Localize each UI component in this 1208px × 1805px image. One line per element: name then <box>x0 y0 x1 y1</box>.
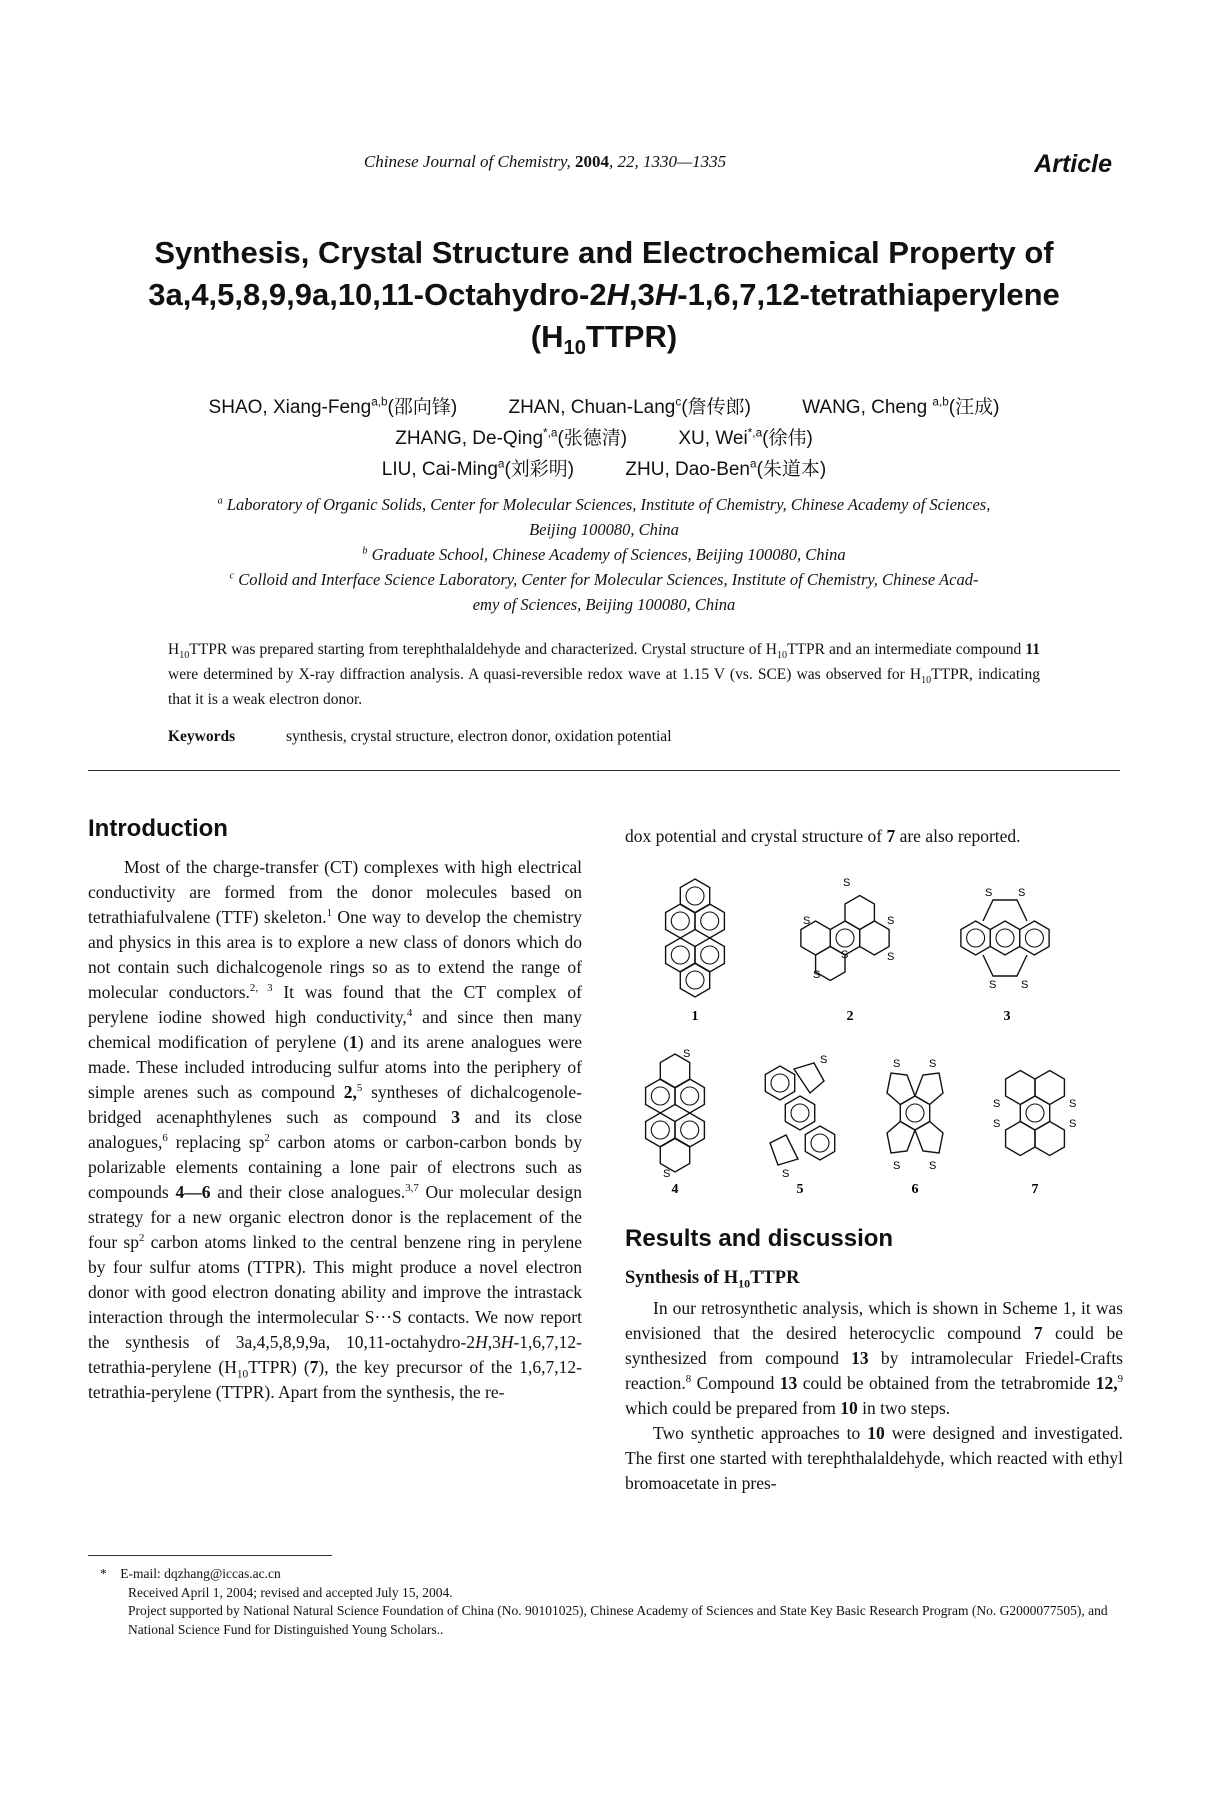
author-affil-mark: a <box>750 457 757 471</box>
abstract-text: TTPR, indicating that it is a weak electron donor. <box>168 666 1040 708</box>
sulfur-atom-label: S <box>887 951 895 963</box>
keywords <box>168 728 1040 746</box>
author <box>508 397 750 418</box>
sulfur-atom-label: S <box>803 915 811 927</box>
compound-ref: 10 <box>840 1398 858 1418</box>
sulfur-atom-label: S <box>1021 979 1029 991</box>
compound-6-structure <box>887 1058 943 1172</box>
results-paragraph-1 <box>625 1296 1123 1421</box>
title-part: 3a,4,5,8,9,9a,10,11-Octahydro-2 <box>148 277 607 312</box>
italic-text: H <box>475 1332 488 1352</box>
body-text: were designed and investigated. The first one started with terephthalaldehyde, which reacted with ethyl bromoacetate in pres- <box>625 1423 1123 1493</box>
author-name: ZHANG, De-Qing <box>395 428 544 449</box>
footnote-received: Received April 1, 2004; revised and accepted July 15, 2004. <box>128 1584 453 1600</box>
intro-text: and its close analogues, <box>88 1107 582 1152</box>
affiliation-a <box>150 492 1058 517</box>
sulfur-atom-label: S <box>813 969 821 981</box>
sulfur-atom-label: S <box>1069 1118 1077 1130</box>
author-chinese-name: (詹传郎) <box>681 397 751 418</box>
keywords-label: Keywords <box>168 728 236 745</box>
body-text: Two synthetic approaches to <box>653 1423 868 1443</box>
title-part: ,3 <box>629 277 655 312</box>
keywords-text: synthesis, crystal structure, electron donor, oxidation potential <box>286 728 672 745</box>
subheading-text: Synthesis of H <box>625 1268 739 1288</box>
sulfur-atom-label: S <box>782 1168 790 1180</box>
affiliation-mark: c <box>229 570 235 582</box>
sulfur-atom-label: S <box>929 1058 937 1070</box>
body-text: in two steps. <box>857 1398 951 1418</box>
author-name: ZHU, Dao-Ben <box>625 459 751 480</box>
body-text: which could be prepared from <box>625 1398 841 1418</box>
sulfur-atom-label: S <box>1069 1098 1077 1110</box>
compound-4-structure <box>646 1048 705 1180</box>
citation-ref: 4 <box>406 1007 413 1020</box>
sulfur-atom-label: S <box>929 1160 937 1172</box>
journal-volume-pages: , 22, 1330—1335 <box>608 152 727 171</box>
compound-label: 1 <box>691 1009 699 1024</box>
author-list <box>90 392 1118 485</box>
compound-label: 4 <box>671 1182 679 1197</box>
compound-ref: 1 <box>349 1032 358 1052</box>
intro-text: Our molecular design strategy for a new organic electron donor is the replacement of the four sp <box>88 1182 582 1252</box>
abstract-bold: 11 <box>1025 641 1040 658</box>
section-divider <box>88 770 1120 771</box>
footnote-email-text: E-mail: dqzhang@iccas.ac.cn <box>120 1566 281 1581</box>
compound-ref: 7 <box>886 826 896 846</box>
author-chinese-name: (汪成) <box>948 397 1000 418</box>
compound-ref: 13 <box>779 1373 798 1393</box>
citation-ref: 6 <box>162 1132 168 1145</box>
results-heading: Results and discussion <box>625 1225 894 1252</box>
sulfur-atom-label: S <box>841 949 849 961</box>
body-text: Compound <box>691 1373 780 1393</box>
introduction-text <box>88 855 582 1405</box>
citation-ref: 5 <box>356 1082 363 1095</box>
footnote-project: Project supported by National Natural Science Foundation of China (No. 90101025), Chinese Academy of Sciences and State Key Basic Research Program (No. G2000077505), and National Science Fund for Distinguished Young Scholars.. <box>128 1603 1108 1637</box>
journal-year: 2004 <box>574 152 609 171</box>
body-text: dox potential and crystal structure of <box>625 826 887 846</box>
sulfur-atom-label: S <box>663 1168 671 1180</box>
author-affil-mark: *,a <box>747 426 763 440</box>
sulfur-atom-label: S <box>993 1118 1001 1130</box>
structures-svg <box>625 868 1123 1198</box>
compound-label: 3 <box>1003 1009 1011 1024</box>
author-chinese-name: (邵向锋) <box>387 397 458 418</box>
title-line-3 <box>90 316 1118 358</box>
footnote-divider <box>88 1555 332 1556</box>
abstract-subscript: 10 <box>921 675 932 687</box>
compound-ref: 7 <box>309 1357 319 1377</box>
affiliation-a-cont: Beijing 100080, China <box>529 520 679 539</box>
author-line-2 <box>90 423 1118 454</box>
footnote-email <box>100 1565 1120 1584</box>
intro-text: syntheses of dichalcogenole-bridged acenaphthylenes such as compound <box>88 1082 583 1127</box>
author <box>802 397 999 418</box>
intro-text: -1,6,7,12-tetrathia-perylene (H <box>88 1332 582 1377</box>
author <box>678 428 812 449</box>
compound-1-structure <box>666 879 725 997</box>
abstract-text: H <box>168 641 180 658</box>
compound-ref: 13 <box>851 1348 869 1368</box>
superscript: 2 <box>264 1132 270 1145</box>
sulfur-atom-label: S <box>887 915 895 927</box>
affiliation-text: Colloid and Interface Science Laboratory, Center for Molecular Sciences, Institute of Chemistry, Chinese Acad- <box>238 570 979 589</box>
subscript: 10 <box>236 1368 249 1381</box>
body-text: are also reported. <box>895 826 1021 846</box>
title-italic: H <box>606 277 629 312</box>
author <box>395 428 627 449</box>
section-label: Article <box>1034 150 1112 178</box>
results-text <box>625 1296 1123 1496</box>
compound-label: 6 <box>911 1182 919 1197</box>
affiliation-mark: b <box>362 545 368 557</box>
author-name: SHAO, Xiang-Feng <box>208 397 372 418</box>
compound-ref: 4—6 <box>175 1182 211 1202</box>
right-column-first-line <box>625 824 1123 849</box>
author-line-1 <box>90 392 1118 423</box>
compound-ref: 3 <box>451 1107 461 1127</box>
sulfur-atom-label: S <box>993 1098 1001 1110</box>
author-affil-mark: c <box>675 395 682 409</box>
body-text: could be obtained from the tetrabromide <box>797 1373 1096 1393</box>
compound-3-structure <box>961 887 1049 991</box>
author-name: LIU, Cai-Ming <box>381 459 498 480</box>
sulfur-atom-label: S <box>820 1054 828 1066</box>
body-text: In our retrosynthetic analysis, which is shown in Scheme 1, it was envisioned that the desired heterocyclic compound <box>625 1298 1123 1343</box>
italic-text: H <box>500 1332 514 1352</box>
citation-ref: 2, 3 <box>249 982 273 995</box>
abstract-subscript: 10 <box>179 650 190 662</box>
intro-text: TTPR) ( <box>248 1357 310 1377</box>
subheading-text: TTPR <box>750 1268 800 1288</box>
affiliation-text: Graduate School, Chinese Academy of Sciences, Beijing 100080, China <box>371 545 846 564</box>
affiliation-b <box>150 542 1058 567</box>
intro-text: It was found that the CT complex of perylene iodine showed high conductivity, <box>88 982 582 1027</box>
author-affil-mark: a,b <box>932 395 949 409</box>
sulfur-atom-label: S <box>989 979 997 991</box>
compound-label: 7 <box>1031 1182 1039 1197</box>
intro-text: and their close analogues. <box>210 1182 406 1202</box>
author-chinese-name: (张德清) <box>557 428 628 449</box>
intro-text: carbon atoms or carbon-carbon bonds by polarizable elements containing a lone pair of electrons such as compounds <box>88 1132 582 1202</box>
abstract-text: TTPR was prepared starting from terephthalaldehyde and characterized. Crystal structure of H <box>189 641 777 658</box>
footnotes <box>100 1565 1120 1639</box>
author-affil-mark: a <box>497 457 505 471</box>
affiliation-c-cont: emy of Sciences, Beijing 100080, China <box>472 595 736 614</box>
compound-ref: 10 <box>867 1423 885 1443</box>
intro-text: replacing sp <box>167 1132 265 1152</box>
affiliation-mark: a <box>217 495 223 507</box>
intro-text: ) and its arene analogues were made. These included introducing sulfur atoms into the periphery of simple arenes such as compound <box>88 1032 583 1102</box>
body-text: could be synthesized from compound <box>625 1323 1123 1368</box>
paper-title <box>90 232 1118 358</box>
abstract-text: were determined by X-ray diffraction analysis. A quasi-reversible redox wave at 1.15 V (vs. SCE) was observed for H <box>168 666 922 683</box>
citation-ref: 3,7 <box>405 1182 419 1195</box>
title-part: (H <box>530 319 564 354</box>
sulfur-atom-label: S <box>1018 887 1026 899</box>
title-subscript: 10 <box>563 337 586 360</box>
journal-citation <box>0 152 1090 172</box>
compound-ref: 7 <box>1033 1323 1043 1343</box>
subheading-subscript: 10 <box>738 1276 751 1291</box>
synthesis-subheading <box>625 1268 799 1289</box>
abstract <box>168 637 1040 712</box>
title-line-2 <box>90 274 1118 316</box>
sulfur-atom-label: S <box>893 1160 901 1172</box>
superscript: 2 <box>138 1232 145 1245</box>
sulfur-atom-label: S <box>843 877 851 889</box>
intro-text: carbon atoms linked to the central benzene ring in perylene by four sulfur atoms (TTPR). This might produce a novel electron donor with good electron donating ability and improve the intrastack interaction through the intermolecular S···S contacts. We now report the synthesis of 3a,4,5,8,9,9a, 10,11-octahydro-2 <box>88 1232 582 1352</box>
affiliation-c <box>150 567 1058 592</box>
author-affil-mark: a,b <box>371 395 388 409</box>
title-line-1: Synthesis, Crystal Structure and Electrochemical Property of <box>154 235 1054 270</box>
citation-ref: 1 <box>326 907 333 920</box>
author <box>209 397 458 418</box>
compound-ref: 12, <box>1095 1373 1118 1393</box>
sulfur-atom-label: S <box>893 1058 901 1070</box>
title-part: TTPR) <box>585 319 678 354</box>
citation-ref: 9 <box>1117 1373 1123 1386</box>
body-text: by intramolecular Friedel-Crafts reaction. <box>625 1348 1123 1393</box>
author-name: WANG, Cheng <box>802 397 933 418</box>
abstract-text: TTPR and an intermediate compound <box>787 641 1026 658</box>
author-affil-mark: *,a <box>543 426 558 440</box>
compound-label: 2 <box>846 1009 854 1024</box>
author-name: ZHAN, Chuan-Lang <box>508 397 676 418</box>
compound-label: 5 <box>796 1182 804 1197</box>
author-line-3 <box>90 454 1118 485</box>
sulfur-atom-label: S <box>683 1048 691 1060</box>
affiliation-text: Laboratory of Organic Solids, Center for Molecular Sciences, Institute of Chemistry, Chinese Academy of Sciences, <box>226 495 991 514</box>
author-chinese-name: (刘彩明) <box>504 459 575 480</box>
footnote-star: * <box>100 1566 107 1581</box>
introduction-heading: Introduction <box>88 815 228 842</box>
results-paragraph-2 <box>625 1421 1123 1496</box>
intro-text: ), the key precursor of the 1,6,7,12-tetrathia-perylene (TTPR). Apart from the synthesis, the re- <box>88 1357 582 1402</box>
author-chinese-name: (朱道本) <box>756 459 827 480</box>
compound-structures-figure <box>625 868 1123 1198</box>
affiliations <box>150 492 1058 617</box>
author-name: XU, Wei <box>678 428 748 449</box>
compound-5-structure <box>765 1054 834 1180</box>
author <box>625 459 826 480</box>
intro-text: ,3 <box>487 1332 501 1352</box>
intro-text: and since then many chemical modification of perylene ( <box>88 1007 582 1052</box>
journal-name: Chinese Journal of Chemistry, <box>363 152 571 171</box>
title-part: -1,6,7,12-tetrathiaperylene <box>677 277 1060 312</box>
compound-2-structure <box>801 877 894 981</box>
author-chinese-name: (徐伟) <box>762 428 813 449</box>
title-italic: H <box>654 277 678 312</box>
sulfur-atom-label: S <box>985 887 993 899</box>
citation-ref: 8 <box>685 1373 692 1386</box>
author <box>382 459 574 480</box>
intro-text: One way to develop the chemistry and physics in this area is to explore a new class of donors which do not contain such dichalcogenole rings so as to extend the range of molecular conductors. <box>88 907 582 1002</box>
abstract-subscript: 10 <box>777 650 788 662</box>
compound-ref: 2, <box>343 1082 357 1102</box>
compound-7-structure <box>993 1071 1076 1156</box>
intro-text: Most of the charge-transfer (CT) complexes with high electrical conductivity are formed from the donor molecules based on tetrathiafulvalene (TTF) skeleton. <box>88 857 582 927</box>
